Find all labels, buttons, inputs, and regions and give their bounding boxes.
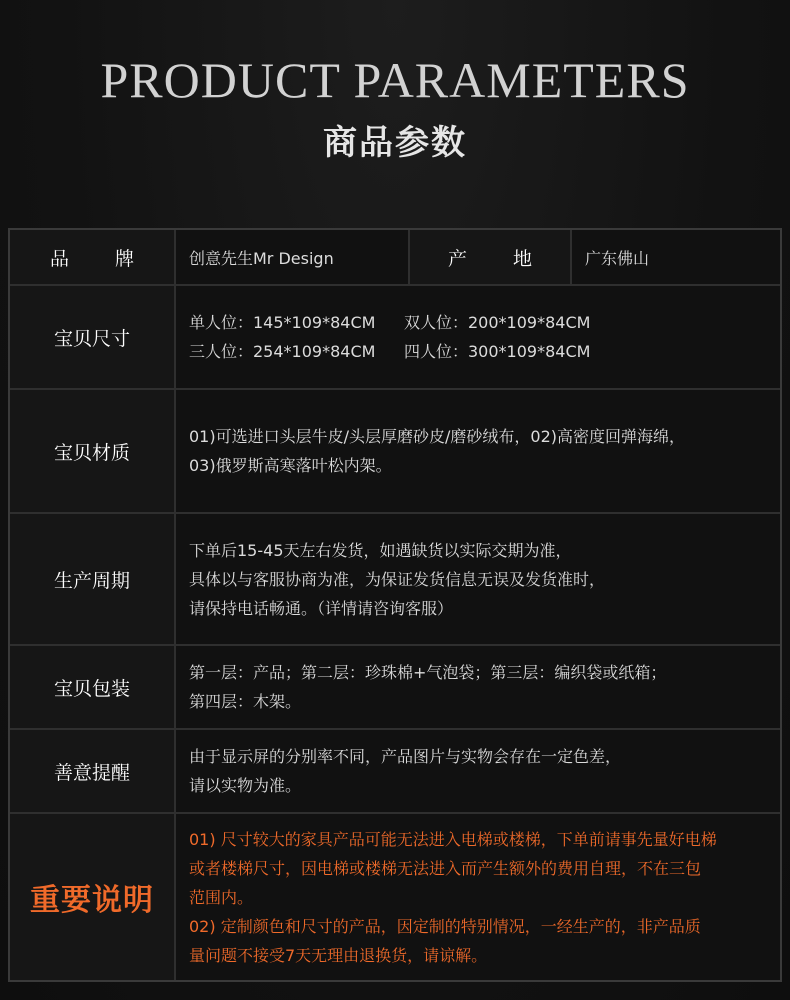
page-title-cn: 商品参数 [323, 123, 467, 163]
packaging-line: 第一层：产品；第二层：珍珠棉+气泡袋；第三层：编织袋或纸箱； [189, 663, 667, 682]
material-row [10, 390, 780, 514]
important-value [176, 814, 780, 980]
important-line: 范围内。 [189, 887, 254, 907]
cycle-value [176, 514, 780, 644]
brand-label [10, 230, 176, 284]
packaging-label: 宝贝包装 [10, 646, 176, 728]
material-line: 03)俄罗斯高寒落叶松内架。 [189, 456, 392, 475]
packaging-row [10, 646, 780, 730]
brand-row [10, 230, 780, 286]
material-line: 01)可选进口头层牛皮/头层厚磨砂皮/磨砂绒布，02)高密度回弹海绵， [189, 427, 685, 446]
cycle-line: 请保持电话畅通。（详情请咨询客服） [189, 598, 454, 618]
important-row [10, 814, 780, 980]
reminder-line: 请以实物为准。 [189, 776, 302, 795]
material-label: 宝贝材质 [10, 390, 176, 512]
size-row [10, 286, 780, 390]
cycle-row [10, 514, 780, 646]
origin-label [410, 230, 572, 284]
important-label: 重要说明 [30, 883, 154, 918]
brand-value: 创意先生Mr Design [176, 230, 410, 284]
origin-label-char: 地 [512, 247, 532, 270]
origin-label-char: 产 [448, 247, 468, 270]
parameters-table [8, 228, 782, 982]
cycle-line: 下单后15-45天左右发货，如遇缺货以实际交期为准， [189, 540, 572, 560]
important-line: 02) 定制颜色和尺寸的产品，因定制的特别情况，一经生产的，非产品质 [189, 916, 701, 936]
reminder-label: 善意提醒 [10, 730, 176, 812]
cycle-line: 具体以与客服协商为准，为保证发货信息无误及发货准时， [189, 569, 606, 589]
reminder-line: 由于显示屏的分别率不同，产品图片与实物会存在一定色差， [189, 747, 622, 766]
important-label-cell [10, 814, 176, 980]
size-line [189, 337, 780, 366]
origin-value: 广东佛山 [572, 230, 780, 284]
size-line [189, 308, 780, 337]
reminder-value [176, 730, 780, 812]
important-line: 或者楼梯尺寸，因电梯或楼梯无法进入而产生额外的费用自理，不在三包 [189, 858, 702, 878]
material-value [176, 390, 780, 512]
important-line: 量问题不接受7天无理由退换货，请谅解。 [189, 945, 488, 965]
cycle-label: 生产周期 [10, 514, 176, 644]
packaging-value [176, 646, 780, 728]
packaging-line: 第四层：木架。 [189, 692, 302, 711]
size-triple: 三人位：254*109*84CM [189, 342, 376, 361]
size-single: 单人位：145*109*84CM [189, 313, 376, 332]
brand-label-char: 品 [50, 247, 70, 270]
important-line: 01) 尺寸较大的家具产品可能无法进入电梯或楼梯，下单前请事先量好电梯 [189, 829, 717, 849]
size-quadruple: 四人位：300*109*84CM [404, 342, 591, 361]
reminder-row [10, 730, 780, 814]
size-value [176, 286, 780, 388]
brand-label-char: 牌 [114, 247, 134, 270]
size-label: 宝贝尺寸 [10, 286, 176, 388]
page-title-en: PRODUCT PARAMETERS [100, 52, 690, 108]
size-double: 双人位：200*109*84CM [404, 313, 591, 332]
